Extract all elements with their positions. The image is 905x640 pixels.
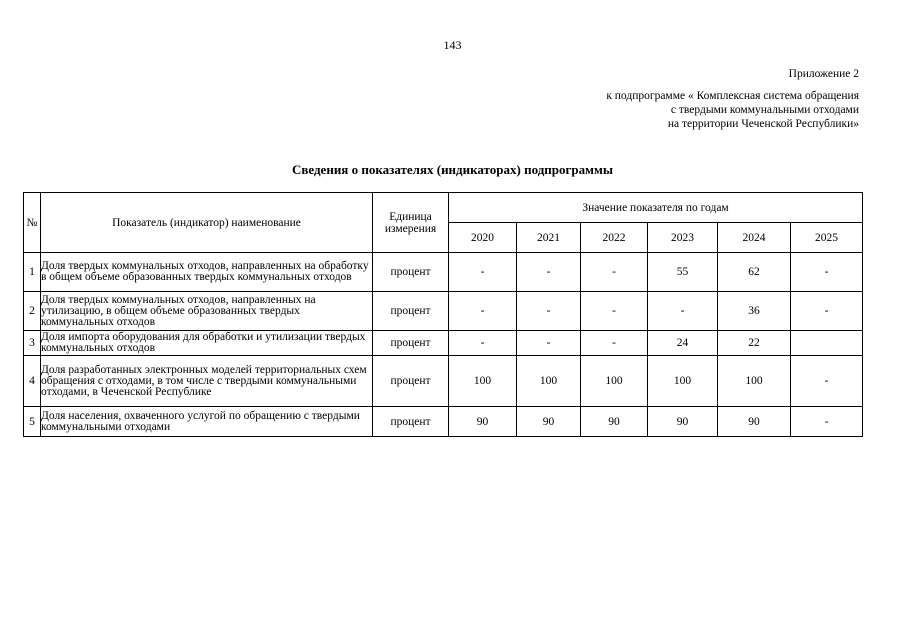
indicator-name: Доля твердых коммунальных отходов, направленных на обработку в общем объеме образованных твердых коммунальных отходов [41,253,373,292]
header-year: 2023 [648,223,718,253]
value-cell: 90 [648,407,718,437]
value-cell: 24 [648,331,718,356]
header-number: № [24,193,41,253]
value-cell: 100 [449,356,517,407]
value-cell: 100 [648,356,718,407]
header-year: 2025 [791,223,863,253]
indicator-name: Доля населения, охваченного услугой по обращению с твердыми коммунальными отходами [41,407,373,437]
unit-cell: процент [373,356,449,407]
value-cell [791,331,863,356]
appendix-line-1: к подпрограмме « Комплексная система обращения [606,90,859,102]
value-cell: - [791,407,863,437]
row-number: 5 [24,407,41,437]
appendix-title: Приложение 2 [788,68,859,80]
row-number: 1 [24,253,41,292]
value-cell: 62 [718,253,791,292]
header-year: 2021 [517,223,581,253]
value-cell: - [791,292,863,331]
document-title: Сведения о показателях (индикаторах) подпрограммы [291,162,614,177]
header-unit-line-1: Единица [389,210,432,223]
value-cell: 100 [517,356,581,407]
page-number: 143 [443,38,462,52]
row-number: 4 [24,356,41,407]
value-cell: - [517,331,581,356]
header-unit [373,193,449,253]
table-row [24,331,863,356]
header-unit-line-2: измерения [384,222,437,235]
value-cell: - [581,253,648,292]
indicator-name: Доля разработанных электронных моделей территориальных схем обращения с отходами, в том числе с твердыми коммунальными отходами, в Чеченской Республике [41,356,373,407]
unit-cell: процент [373,407,449,437]
value-cell: 90 [449,407,517,437]
row-number: 2 [24,292,41,331]
unit-cell: процент [373,331,449,356]
appendix-line-3: на территории Чеченской Республики» [667,118,859,130]
value-cell: 22 [718,331,791,356]
value-cell: - [648,292,718,331]
value-cell: - [791,356,863,407]
value-cell: - [449,253,517,292]
appendix-line-2: с твердыми коммунальными отходами [670,104,859,116]
value-cell: 55 [648,253,718,292]
value-cell: - [517,292,581,331]
indicator-name: Доля импорта оборудования для обработки и утилизации твердых коммунальных отходов [41,331,373,356]
header-year: 2022 [581,223,648,253]
appendix-note [606,67,859,131]
value-cell: - [517,253,581,292]
table-row [24,356,863,407]
unit-cell: процент [373,253,449,292]
value-cell: - [581,292,648,331]
header-year: 2020 [449,223,517,253]
header-indicator-name: Показатель (индикатор) наименование [41,193,373,253]
indicators-table [23,192,863,437]
value-cell: - [791,253,863,292]
value-cell: 90 [517,407,581,437]
table-row [24,407,863,437]
value-cell: - [449,292,517,331]
value-cell: 100 [718,356,791,407]
table-header-row [24,193,863,223]
header-year: 2024 [718,223,791,253]
value-cell: 90 [581,407,648,437]
value-cell: - [581,331,648,356]
unit-cell: процент [373,292,449,331]
value-cell: - [449,331,517,356]
indicator-name: Доля твердых коммунальных отходов, направленных на утилизацию, в общем объеме образованных твердых коммунальных отходов [41,292,373,331]
row-number: 3 [24,331,41,356]
value-cell: 100 [581,356,648,407]
value-cell: 36 [718,292,791,331]
value-cell: 90 [718,407,791,437]
header-values-by-year: Значение показателя по годам [449,193,863,223]
table-row [24,292,863,331]
table-row [24,253,863,292]
